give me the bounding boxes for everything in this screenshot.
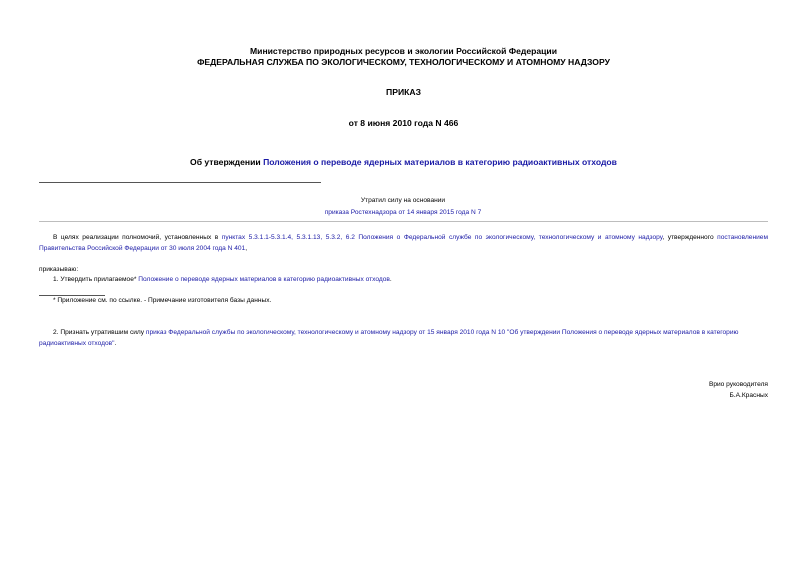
lost-force-link[interactable]: приказа Ростехнадзора от 14 января 2015 года N 7 <box>324 208 482 216</box>
document-header <box>0 46 807 68</box>
divider <box>39 182 321 183</box>
divider <box>39 221 768 222</box>
lost-force-text: Утратил силу на основании <box>360 197 446 204</box>
order-item-2 <box>39 328 768 349</box>
document-title <box>0 157 807 167</box>
preamble-paragraph <box>39 233 768 254</box>
footnote-divider <box>39 295 105 296</box>
order-date: от 8 июня 2010 года N 466 <box>348 118 459 128</box>
order-type: ПРИКАЗ <box>386 87 421 97</box>
decree-link[interactable]: постановлением Правительства Российской Федерации от 30 июля 2004 года N 401 <box>39 234 768 252</box>
title-prefix: Об утверждении <box>190 157 264 167</box>
item-text: . <box>389 276 392 283</box>
footnote: * Приложение см. по ссылке. - Примечание изготовителя базы данных. <box>53 297 272 304</box>
preamble-text: , утвержденного <box>662 234 718 241</box>
preamble-text: В целях реализации полномочий, установленных в <box>53 234 222 241</box>
regulation-link[interactable]: пунктах 5.3.1.1-5.3.1.4, 5.3.1.13, 5.3.2, 6.2 Положения о Федеральной службе по экологическому, технологическому и атомному надзору <box>221 234 663 241</box>
service-name: ФЕДЕРАЛЬНАЯ СЛУЖБА ПО ЭКОЛОГИЧЕСКОМУ, ТЕХНОЛОГИЧЕСКОМУ И АТОМНОМУ НАДЗОРУ <box>197 57 610 67</box>
title-link[interactable]: Положения о переводе ядерных материалов в категорию радиоактивных отходов <box>263 157 617 167</box>
signatory-position: Врио руководителя <box>708 381 768 388</box>
signatory-name: Б.А.Красных <box>729 391 768 399</box>
regulation-document-link[interactable]: Положение о переводе ядерных материалов в категорию радиоактивных отходов <box>138 276 390 283</box>
signature-block <box>709 380 768 401</box>
order-word: приказываю: <box>39 266 79 273</box>
item-text: . <box>114 339 117 347</box>
preamble-text: , <box>245 244 248 252</box>
item-text: 1. Утвердить прилагаемое* <box>53 276 139 283</box>
ministry-name: Министерство природных ресурсов и экологии Российской Федерации <box>250 46 557 56</box>
repealed-order-link[interactable]: приказ Федеральной службы по экологическому, технологическому и атомному надзору от 15 января 2010 года N 10 "Об утверждении Положения о переводе ядерных материалов в категорию радиоактивных отходов" <box>39 329 739 347</box>
lost-force-note <box>290 195 516 218</box>
order-item-1 <box>53 276 768 283</box>
item-text: 2. Признать утратившим силу <box>53 329 146 336</box>
